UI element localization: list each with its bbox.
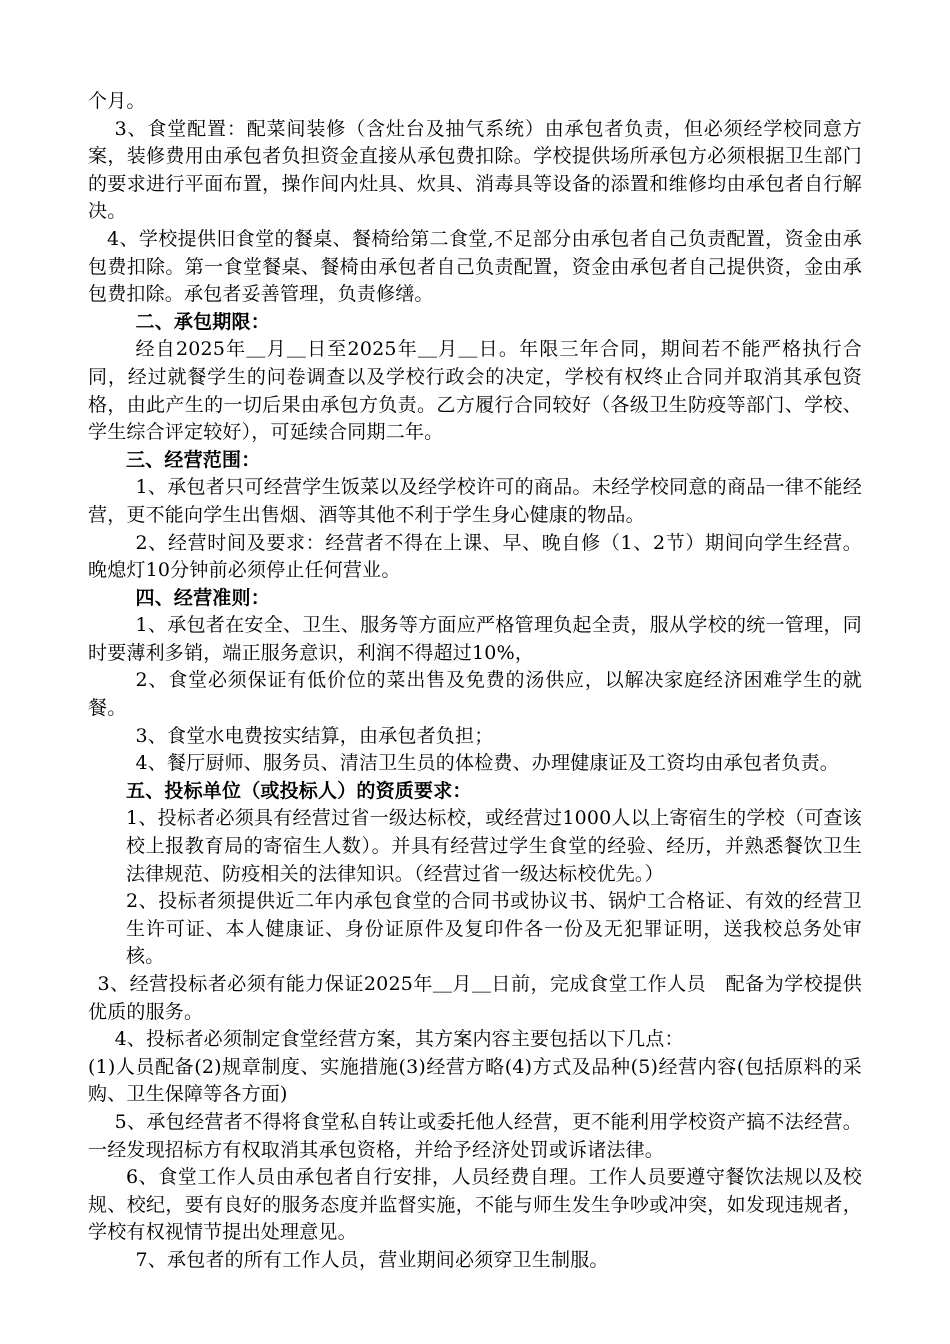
paragraph-no-subcontract: 5、承包经营者不得将食堂私自转让或委托他人经营，更不能利用学校资产搞不法经营。一经发现招标方有权取消其承包资格，并给予经济处罚或诉诸法律。 (88, 1110, 862, 1161)
paragraph-qualification-documents: 2、投标者须提供近二年内承包食堂的合同书或协议书、锅炉工合格证、有效的经营卫生许可证、本人健康证、身份证原件及复印件各一份及无犯罪证明，送我校总务处审核。 (126, 890, 862, 968)
paragraph-uniforms: 7、承包者的所有工作人员，营业期间必须穿卫生制服。 (135, 1248, 609, 1271)
paragraph-qualification-staffing: 3、经营投标者必须有能力保证2025年＿月＿日前，完成食堂工作人员 配备为学校提供优质的服务。 (88, 973, 862, 1023)
paragraph-tables-chairs: 4、学校提供旧食堂的餐桌、餐椅给第二食堂,不足部分由承包者自己负责配置，资金由承包费扣除。第一食堂餐桌、餐椅由承包者自己负责配置，资金由承包者自己提供资，金由承包费扣除。承包者妥善管理，负责修缮。 (88, 227, 862, 306)
paragraph-scope-hours: 2、经营时间及要求：经营者不得在上课、早、晚自修（1、2节）期间向学生经营。晚熄灯10分钟前必须停止任何营业。 (88, 531, 862, 582)
paragraph-qualification-experience: 1、投标者必须具有经营过省一级达标校，或经营过1000人以上寄宿生的学校（可查该校上报教育局的寄宿生人数）。并具有经营过学生食堂的经验、经历，并熟悉餐饮卫生法律规范、防疫相关的法律知识。（经营过省一级达标校优先。） (126, 807, 862, 885)
paragraph-staff-rules: 6、食堂工作人员由承包者自行安排，人员经费自理。工作人员要遵守餐饮法规以及校规、校纪，要有良好的服务态度并监督实施，不能与师生发生争吵或冲突，如发现违规者，学校有权视情节提出处理意见。 (88, 1166, 862, 1244)
heading-business-rules: 四、经营准则： (135, 586, 270, 609)
paragraph-continuation: 个月。 (88, 90, 146, 112)
paragraph-rule-low-price: 2、食堂必须保证有低价位的菜出售及免费的汤供应，以解决家庭经济困难学生的就餐。 (88, 669, 862, 720)
paragraph-contract-period: 经自2025年＿月＿日至2025年＿月＿日。年限三年合同，期间若不能严格执行合同，经过就餐学生的问卷调查以及学校行政会的决定，学校有权终止合同并取消其承包资格，由此产生的一切后果由承包方负责。乙方履行合同较好（各级卫生防疫等部门、学校、学生综合评定较好），可延续合同期二年。 (88, 338, 862, 444)
paragraph-qualification-plan: 4、投标者必须制定食堂经营方案，其方案内容主要包括以下几点： (114, 1028, 684, 1051)
paragraph-kitchen-setup: 3、食堂配置：配菜间装修（含灶台及抽气系统）由承包者负责，但必须经学校同意方案，装修费用由承包者负担资金直接从承包费扣除。学校提供场所承包方必须根据卫生部门的要求进行平面布置，操作间内灶具、炊具、消毒具等设备的添置和维修均由承包者自行解决。 (88, 117, 862, 223)
paragraph-rule-staff-costs: 4、餐厅厨师、服务员、清洁卫生员的体检费、办理健康证及工资均由承包者负责。 (135, 752, 839, 775)
heading-bidder-qualifications: 五、投标单位（或投标人）的资质要求： (126, 779, 472, 802)
paragraph-scope-goods: 1、承包者只可经营学生饭菜以及经学校许可的商品。未经学校同意的商品一律不能经营，更不能向学生出售烟、酒等其他不利于学生身心健康的物品。 (88, 476, 862, 526)
heading-contract-period: 二、承包期限： (135, 310, 270, 333)
paragraph-rule-utilities: 3、食堂水电费按实结算，由承包者负担； (135, 724, 494, 747)
heading-business-scope: 三、经营范围： (126, 448, 261, 471)
paragraph-rule-responsibility: 1、承包者在安全、卫生、服务等方面应严格管理负起全责，服从学校的统一管理，同时要薄利多销，端正服务意识，利润不得超过10%， (88, 614, 862, 664)
paragraph-plan-contents: (1)人员配备(2)规章制度、实施措施(3)经营方略(4)方式及品种(5)经营内容(包括原料的采购、卫生保障等各方面) (88, 1055, 862, 1106)
